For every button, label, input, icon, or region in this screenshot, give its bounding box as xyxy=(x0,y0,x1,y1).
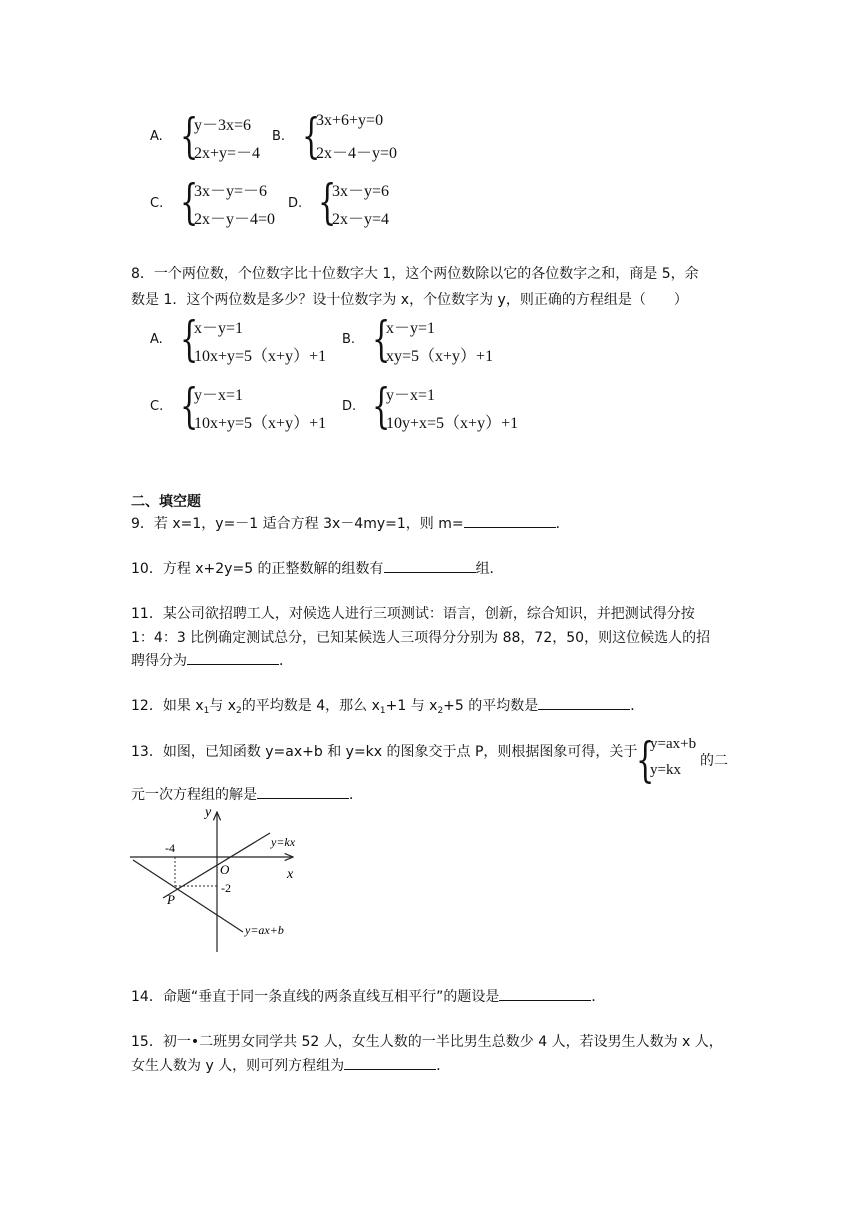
q8-line1: 8．一个两位数，个位数字比十位数字大 1，这个两位数除以它的各位数字之和，商是 5，余 xyxy=(131,266,699,282)
q15-line2 xyxy=(131,1055,450,1075)
left-brace: { xyxy=(318,174,337,230)
q12-text: 的平均数是 4，那么 x xyxy=(241,698,380,714)
q11-line1: 11．某公司欲招聘工人，对候选人进行三项测试：语言，创新，综合知识，并把测试得分按 xyxy=(131,606,695,622)
q7-option-d-label: D. xyxy=(288,196,303,211)
q7-option-a-label: A. xyxy=(150,129,163,144)
q10 xyxy=(131,558,504,578)
left-brace: { xyxy=(372,311,391,367)
q11-line3 xyxy=(131,650,293,670)
y-axis-label: y xyxy=(205,805,212,820)
q11-line2: 1：4：3 比例确定测试总分，已知某候选人三项得分分别为 88，72，50，则这位候选人的招 xyxy=(131,630,711,646)
equation: 2x+y=－4 xyxy=(194,145,261,162)
line-kx-label: y=kx xyxy=(271,835,296,849)
q15-answer-blank[interactable] xyxy=(344,1055,436,1070)
equation: xy=5（x+y）+1 xyxy=(386,348,494,365)
left-brace: { xyxy=(372,378,391,434)
q8-line2: 数是 1．这个两位数是多少？设十位数字为 x，个位数字为 y，则正确的方程组是（ ） xyxy=(131,292,688,308)
q10-answer-blank[interactable] xyxy=(384,558,476,573)
x-tick-label: -4 xyxy=(165,841,175,855)
left-brace: { xyxy=(180,378,199,434)
q14 xyxy=(131,986,605,1006)
y-tick-label: -2 xyxy=(221,881,231,895)
x-axis-label: x xyxy=(287,867,294,882)
q14-answer-blank[interactable] xyxy=(499,986,591,1001)
function-graph xyxy=(125,800,315,960)
left-brace: { xyxy=(180,174,199,230)
q12-answer-blank[interactable] xyxy=(538,695,630,710)
left-brace: { xyxy=(636,732,655,788)
equation: 2x－y－4=0 xyxy=(194,211,276,228)
q7-option-b-label: B. xyxy=(272,129,286,144)
equation: x－y=1 xyxy=(194,320,244,337)
q13-line1: 13．如图，已知函数 y=ax+b 和 y=kx 的图象交于点 P，则根据图象可得，关于 xyxy=(131,744,638,760)
equation: y－x=1 xyxy=(386,387,436,404)
subscript: 2 xyxy=(437,706,444,716)
left-brace: { xyxy=(180,108,199,164)
subscript: 1 xyxy=(379,706,386,716)
subscript: 2 xyxy=(236,706,242,716)
q11-answer-blank[interactable] xyxy=(187,650,279,665)
q15-text: 女生人数为 y 人，则可列方程组为 xyxy=(131,1058,345,1074)
q13-end: ． xyxy=(349,787,363,803)
q9-text: 9．若 x=1，y=－1 适合方程 3x－4my=1，则 m= xyxy=(131,516,464,532)
q8-option-c-label: C. xyxy=(150,399,164,414)
q13-text: 元一次方程组的解是 xyxy=(131,787,257,803)
left-brace: { xyxy=(302,108,321,164)
q13-line1-end: 的二 xyxy=(700,753,728,769)
q14-end: ． xyxy=(591,989,606,1005)
q12-text: +1 与 x xyxy=(385,698,438,714)
equation: y－3x=6 xyxy=(194,117,252,134)
equation: y=kx xyxy=(650,762,681,778)
q15-line1: 15．初一•二班男女同学共 52 人，女生人数的一半比男生总数少 4 人，若设男生人数为 x 人， xyxy=(131,1034,723,1050)
q8-option-a-label: A. xyxy=(150,332,163,347)
q14-text: 14．命题“垂直于同一条直线的两条直线互相平行”的题设是 xyxy=(131,989,500,1005)
equation: 3x－y=－6 xyxy=(194,183,268,200)
equation: 3x－y=6 xyxy=(332,183,390,200)
q8-option-d-label: D. xyxy=(342,399,357,414)
equation: 10x+y=5（x+y）+1 xyxy=(194,348,327,365)
q8-option-b-label: B. xyxy=(342,332,356,347)
q12-end: ． xyxy=(630,698,645,714)
subscript: 1 xyxy=(203,706,210,716)
q11-end: ． xyxy=(279,653,293,669)
q10-end: 组． xyxy=(475,561,504,577)
equation: 10y+x=5（x+y）+1 xyxy=(386,415,519,432)
q9-answer-blank[interactable] xyxy=(464,513,556,528)
equation: x－y=1 xyxy=(386,320,436,337)
equation: 2x－y=4 xyxy=(332,211,390,228)
origin-label: O xyxy=(220,862,230,877)
q9-end: ． xyxy=(555,516,570,532)
section-heading: 二、填空题 xyxy=(131,494,201,510)
equation: y=ax+b xyxy=(650,736,697,752)
left-brace: { xyxy=(180,311,199,367)
line-ax-b-label: y=ax+b xyxy=(245,923,284,937)
equation: 2x－4－y=0 xyxy=(316,145,398,162)
point-p-label: P xyxy=(167,892,175,907)
q9 xyxy=(131,513,570,533)
q12-text: 与 x xyxy=(209,698,237,714)
equation: y－x=1 xyxy=(194,387,244,404)
q12 xyxy=(131,695,644,716)
q7-option-c-label: C. xyxy=(150,196,164,211)
q11-text: 聘得分为 xyxy=(131,653,187,669)
q13-answer-blank[interactable] xyxy=(257,784,349,799)
q12-text: 12．如果 x xyxy=(131,698,204,714)
q15-end: ． xyxy=(436,1058,451,1074)
q10-text: 10．方程 x+2y=5 的正整数解的组数有 xyxy=(131,561,384,577)
equation: 10x+y=5（x+y）+1 xyxy=(194,415,327,432)
q12-text: +5 的平均数是 xyxy=(443,698,539,714)
equation: 3x+6+y=0 xyxy=(316,112,384,129)
